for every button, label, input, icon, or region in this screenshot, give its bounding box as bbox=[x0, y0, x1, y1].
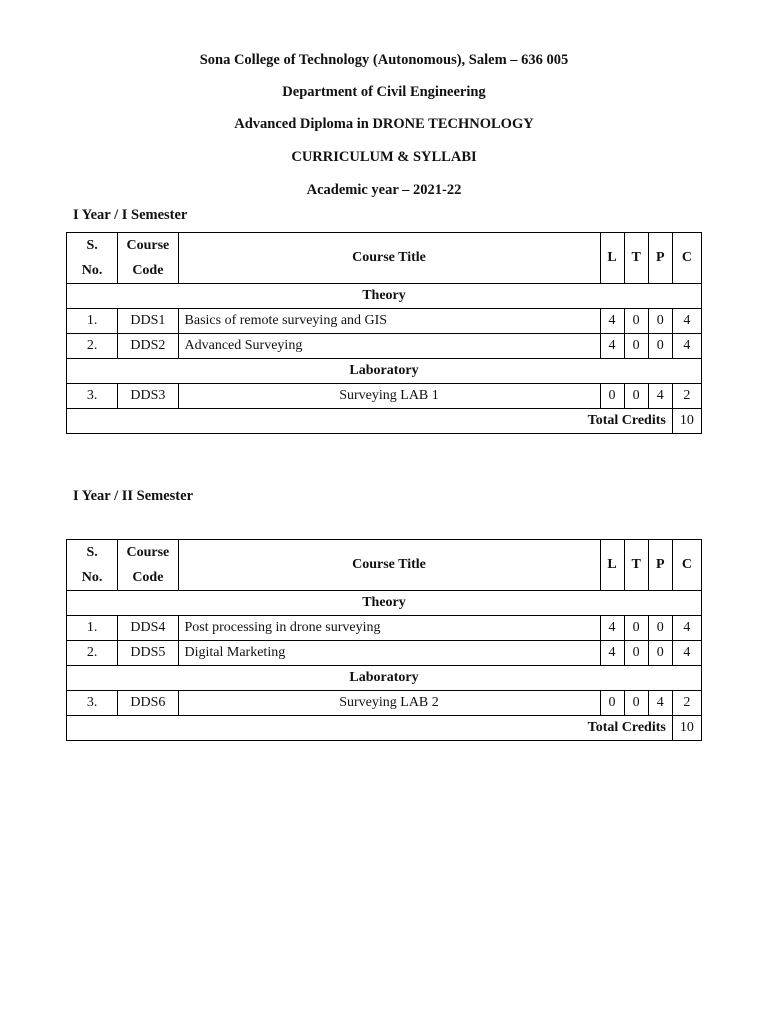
course-title-cell: Post processing in drone surveying bbox=[178, 616, 600, 641]
l-cell: 0 bbox=[600, 384, 624, 409]
course-code-cell: DDS1 bbox=[118, 309, 178, 334]
sno-cell: 1. bbox=[67, 309, 118, 334]
p-header: P bbox=[648, 540, 672, 591]
sno-cell: 2. bbox=[67, 641, 118, 666]
total-credits-label: Total Credits bbox=[67, 716, 673, 741]
sno-cell: 3. bbox=[67, 691, 118, 716]
sno-header: S. No. bbox=[67, 233, 118, 284]
l-cell: 4 bbox=[600, 334, 624, 359]
table-row bbox=[67, 309, 702, 334]
course-code-cell: DDS3 bbox=[118, 384, 178, 409]
c-cell: 2 bbox=[672, 691, 701, 716]
p-cell: 4 bbox=[648, 384, 672, 409]
course-title-cell: Surveying LAB 1 bbox=[178, 384, 600, 409]
l-cell: 0 bbox=[600, 691, 624, 716]
theory-label: Theory bbox=[67, 284, 702, 309]
t-cell: 0 bbox=[624, 309, 648, 334]
p-cell: 0 bbox=[648, 616, 672, 641]
theory-label: Theory bbox=[67, 591, 702, 616]
p-cell: 0 bbox=[648, 334, 672, 359]
t-header: T bbox=[624, 233, 648, 284]
total-credits-label: Total Credits bbox=[67, 409, 673, 434]
c-cell: 4 bbox=[672, 309, 701, 334]
p-cell: 4 bbox=[648, 691, 672, 716]
p-header: P bbox=[648, 233, 672, 284]
l-header: L bbox=[600, 233, 624, 284]
sno-cell: 3. bbox=[67, 384, 118, 409]
sno-cell: 1. bbox=[67, 616, 118, 641]
total-credits-value: 10 bbox=[672, 409, 701, 434]
c-cell: 4 bbox=[672, 641, 701, 666]
c-cell: 4 bbox=[672, 334, 701, 359]
l-cell: 4 bbox=[600, 616, 624, 641]
program-title: Advanced Diploma in DRONE TECHNOLOGY bbox=[234, 116, 534, 132]
laboratory-label: Laboratory bbox=[67, 666, 702, 691]
course-title-header: Course Title bbox=[178, 233, 600, 284]
theory-section-row bbox=[67, 284, 702, 309]
laboratory-section-row bbox=[67, 359, 702, 384]
c-header: C bbox=[672, 233, 701, 284]
laboratory-label: Laboratory bbox=[67, 359, 702, 384]
course-code-cell: DDS2 bbox=[118, 334, 178, 359]
t-cell: 0 bbox=[624, 616, 648, 641]
t-cell: 0 bbox=[624, 641, 648, 666]
p-cell: 0 bbox=[648, 309, 672, 334]
l-cell: 4 bbox=[600, 641, 624, 666]
total-credits-value: 10 bbox=[672, 716, 701, 741]
semester-1-table bbox=[66, 232, 702, 434]
academic-year: Academic year – 2021-22 bbox=[306, 182, 462, 198]
theory-section-row bbox=[67, 591, 702, 616]
c-header: C bbox=[672, 540, 701, 591]
college-title: Sona College of Technology (Autonomous), Salem – 636 005 bbox=[199, 52, 569, 68]
semester-2-table bbox=[66, 539, 702, 741]
sno-cell: 2. bbox=[67, 334, 118, 359]
t-cell: 0 bbox=[624, 691, 648, 716]
semester-2-title: I Year / II Semester bbox=[73, 488, 194, 504]
l-cell: 4 bbox=[600, 309, 624, 334]
course-title-cell: Surveying LAB 2 bbox=[178, 691, 600, 716]
course-code-header: Course Code bbox=[118, 233, 178, 284]
course-code-cell: DDS4 bbox=[118, 616, 178, 641]
department-title: Department of Civil Engineering bbox=[282, 84, 486, 100]
course-code-cell: DDS5 bbox=[118, 641, 178, 666]
course-title-cell: Basics of remote surveying and GIS bbox=[178, 309, 600, 334]
c-cell: 4 bbox=[672, 616, 701, 641]
table-row bbox=[67, 691, 702, 716]
t-cell: 0 bbox=[624, 384, 648, 409]
t-header: T bbox=[624, 540, 648, 591]
total-credits-row bbox=[67, 716, 702, 741]
c-cell: 2 bbox=[672, 384, 701, 409]
course-code-header: Course Code bbox=[118, 540, 178, 591]
p-cell: 0 bbox=[648, 641, 672, 666]
course-title-cell: Digital Marketing bbox=[178, 641, 600, 666]
table-row bbox=[67, 641, 702, 666]
table-row bbox=[67, 384, 702, 409]
t-cell: 0 bbox=[624, 334, 648, 359]
curriculum-title: CURRICULUM & SYLLABI bbox=[291, 149, 477, 165]
table-row bbox=[67, 616, 702, 641]
laboratory-section-row bbox=[67, 666, 702, 691]
table-row bbox=[67, 334, 702, 359]
course-title-cell: Advanced Surveying bbox=[178, 334, 600, 359]
sno-header: S. No. bbox=[67, 540, 118, 591]
table-header-row bbox=[67, 540, 702, 591]
total-credits-row bbox=[67, 409, 702, 434]
semester-1-title: I Year / I Semester bbox=[73, 207, 188, 223]
l-header: L bbox=[600, 540, 624, 591]
course-code-cell: DDS6 bbox=[118, 691, 178, 716]
table-header-row bbox=[67, 233, 702, 284]
course-title-header: Course Title bbox=[178, 540, 600, 591]
